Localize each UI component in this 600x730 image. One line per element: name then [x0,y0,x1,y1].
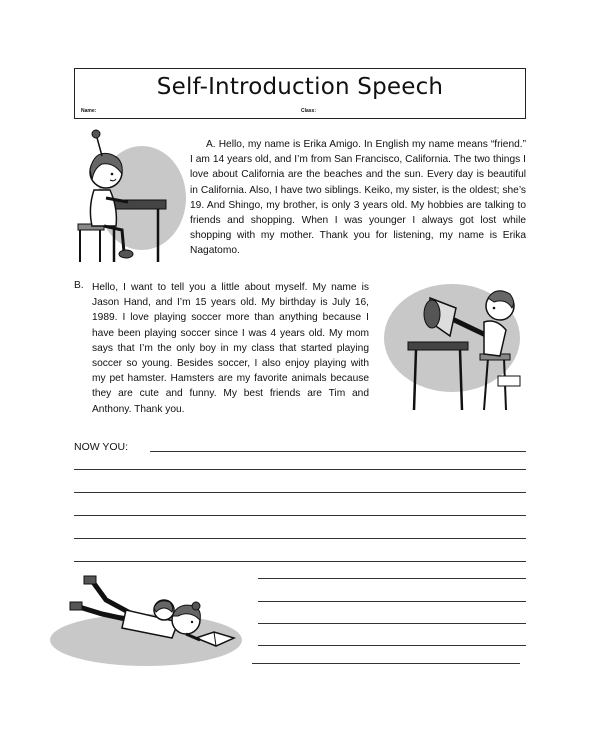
page-title: Self-Introduction Speech [156,74,444,100]
children-reading-illustration [46,570,242,670]
writing-line[interactable] [74,492,526,493]
now-you-label: NOW YOU: [74,441,129,453]
writing-line[interactable] [74,469,526,470]
writing-line[interactable] [74,515,526,516]
writing-line[interactable] [258,578,526,579]
writing-line[interactable] [252,663,520,664]
name-label: Name: [81,108,97,114]
writing-line[interactable] [150,451,526,452]
girl-at-desk-illustration [66,128,188,270]
title-box [74,68,526,119]
boy-at-desk-illustration [380,278,530,418]
section-b-label: B. [74,280,84,291]
writing-line[interactable] [74,538,526,539]
section-a-paragraph: A. Hello, my name is Erika Amigo. In English my name means “friend.” I am 14 years old, and I’m from San Francisco, California. The two things I love about California are the beaches and the sun. Every day is beautiful in California. Also, I have two siblings. Keiko, my sister, is the oldest; she’s 19. And Shingo, my brother, is only 3 years old. My hobbies are talking to friends and shopping. When I was younger I always got lost while shopping with my mother. Thank you for listening, my name is Erika Nagatomo. [190,139,526,257]
section-b-paragraph: Hello, I want to tell you a little about myself. My name is Jason Hand, and I’m 15 years old. My birthday is July 16, 1989. I love playing soccer more than anything because I have been playing soccer since I was 4 years old. My mom says that I’m the only boy in my class that started playing soccer so young. Besides soccer, I also enjoy playing with my pet hamster. Hamsters are my favorite animals because they are cute and funny. My best friends are Tim and Anthony. Thank you. [92,282,369,415]
writing-line[interactable] [258,623,526,624]
writing-line[interactable] [258,601,526,602]
class-label: Class: [301,108,317,114]
writing-line[interactable] [258,645,526,646]
writing-line[interactable] [74,561,526,562]
